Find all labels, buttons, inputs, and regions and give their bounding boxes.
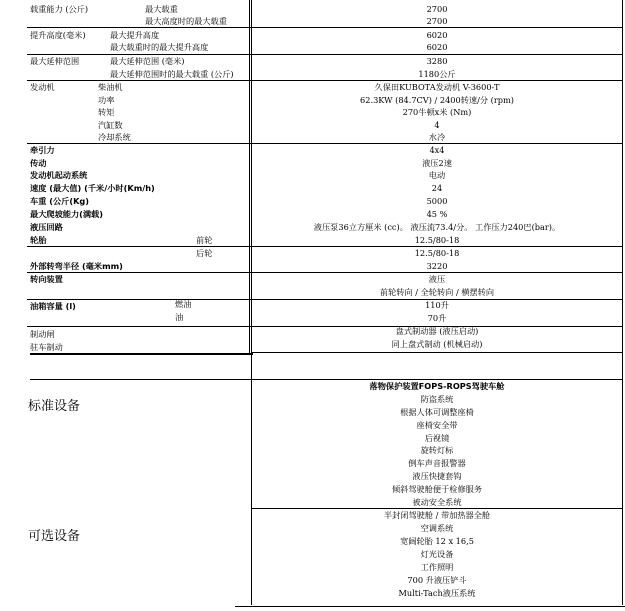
spec-label: 牵引力: [30, 145, 55, 155]
spec-sublabel: 最大载重: [145, 4, 178, 14]
spec-value: 110升: [425, 300, 449, 310]
optional-equipment-item: 700 升液压铲斗: [407, 575, 467, 585]
value-column-right-border: [622, 0, 623, 605]
spec-sublabel: 前轮: [196, 235, 213, 245]
spec-sublabel: 后轮: [196, 248, 213, 258]
spec-sublabel: 汽缸数: [98, 120, 123, 130]
spec-value: 2700: [426, 4, 448, 14]
spec-label: 载重能力 (公斤): [30, 4, 89, 14]
spec-label: 驻车制动: [30, 342, 63, 352]
bottom-rule: [235, 606, 625, 607]
row-divider: [27, 54, 623, 55]
spec-value: 同上盘式制动 (机械启动): [391, 339, 483, 349]
spec-sublabel: 功率: [98, 95, 115, 105]
spec-value: 3280: [426, 56, 448, 66]
spec-value: 盘式制动器 (液压启动): [395, 326, 479, 336]
row-divider: [27, 272, 623, 273]
spec-label: 车重 (公斤(Kg): [30, 196, 90, 206]
spec-value: 70升: [427, 313, 447, 323]
spec-sublabel: 最大提升高度: [110, 30, 160, 40]
standard-equipment-item: 落物保护装置FOPS-ROPS驾驶车舱: [369, 381, 505, 391]
equipment-top-rule: [30, 379, 253, 380]
spec-sublabel: 最大载重时的最大提升高度: [110, 42, 209, 52]
row-divider: [27, 143, 623, 144]
spec-label: 轮胎: [30, 235, 47, 245]
spec-value: 4x4: [429, 145, 445, 155]
spec-value: 3220: [426, 261, 448, 271]
spec-label: 转向装置: [30, 274, 63, 284]
spec-value: 液压泵36立方厘米 (cc)。 液压流73.4/分。 工作压力240巴(bar)。: [313, 222, 561, 232]
standard-equipment-item: 被动安全系统: [412, 497, 462, 507]
spec-value: 久保田KUBOTA发动机 V-3600-T: [374, 82, 500, 92]
equipment-divider: [252, 379, 622, 380]
spec-value: 5000: [426, 196, 448, 206]
row-divider: [252, 352, 622, 353]
standard-equipment-item: 防盗系统: [420, 394, 454, 404]
spec-sublabel: 油: [175, 312, 184, 322]
spec-value: 2700: [426, 16, 448, 26]
spec-value: 液压: [428, 274, 446, 284]
optional-equipment-item: 空调系统: [420, 523, 454, 533]
standard-equipment-item: 倾斜驾驶舱便于检修服务: [391, 484, 483, 494]
spec-label: 制动闸: [30, 329, 55, 339]
spec-label: 发动机起动系统: [30, 170, 88, 180]
spec-table-bottom-rule: [30, 353, 253, 355]
standard-equipment-item: 根据人体可调整座椅: [400, 407, 474, 417]
spec-sublabel: 转矩: [98, 107, 115, 117]
spec-label: 外部转弯半径 (毫米mm): [30, 261, 123, 271]
spec-value: 12.5/80-18: [414, 235, 460, 245]
standard-equipment-item: 座椅安全带: [416, 420, 458, 430]
spec-label: 最大爬坡能力(满载): [30, 209, 103, 219]
standard-equipment-item: 后视镜: [424, 433, 450, 443]
spec-value: 62.3KW (84.7CV) / 2400转速/分 (rpm): [360, 95, 514, 105]
spec-sublabel: 最大延伸范围时的最大载重 (公斤): [110, 69, 234, 79]
spec-sublabel: 最大高度时的最大载重: [145, 16, 227, 26]
spec-value: 1180公斤: [418, 69, 456, 79]
spec-label: 速度 (最大值) (千米/小时(Km/h): [30, 183, 155, 193]
row-divider: [27, 80, 623, 81]
spec-value: 电动: [428, 170, 446, 180]
optional-equipment-item: 半封闭驾驶舱 / 带加热器全舱: [383, 510, 491, 520]
spec-sublabel: 最大延伸范围 (毫米): [110, 56, 185, 66]
spec-label: 油箱容量 (l): [30, 301, 76, 311]
spec-value: 6020: [426, 30, 448, 40]
spec-value: 液压2速: [422, 158, 452, 168]
spec-value: 45 %: [426, 209, 448, 219]
standard-equipment-item: 液压快捷套钩: [412, 471, 462, 481]
spec-label: 最大延伸范围: [30, 56, 80, 66]
standard-equipment-title: 标准设备: [28, 399, 81, 414]
spec-value: 12.5/80-18: [414, 248, 460, 258]
spec-label: 发动机: [30, 82, 55, 92]
spec-value: 270牛顿x米 (Nm): [402, 107, 472, 117]
equipment-divider: [252, 508, 622, 509]
optional-equipment-title: 可选设备: [28, 529, 81, 544]
spec-label: 液压回路: [30, 222, 63, 232]
spec-sublabel: 冷却系统: [98, 132, 131, 142]
spec-value: 4: [434, 120, 440, 130]
spec-label: 提升高度(毫米): [30, 30, 86, 40]
spec-value: 24: [431, 183, 443, 193]
standard-equipment-item: 旋转灯标: [420, 445, 454, 455]
spec-value: 水冷: [428, 132, 446, 142]
spec-value: 6020: [426, 42, 448, 52]
optional-equipment-item: 工作照明: [420, 562, 454, 572]
standard-equipment-item: 倒车声音报警器: [408, 458, 466, 468]
spec-label: 传动: [30, 158, 47, 168]
row-divider: [27, 27, 623, 28]
spec-value: 前轮转向 / 全轮转向 / 横摆转向: [379, 287, 495, 297]
spec-label-right-border: [249, 0, 250, 353]
row-divider: [27, 246, 623, 247]
spec-sublabel: 柴油机: [98, 82, 123, 92]
optional-equipment-item: 宽阔轮胎 12 x 16,5: [400, 536, 474, 546]
optional-equipment-item: 灯光设备: [420, 549, 454, 559]
spec-sublabel: 燃油: [175, 299, 192, 309]
optional-equipment-item: Multi-Tach液压系统: [398, 588, 476, 598]
